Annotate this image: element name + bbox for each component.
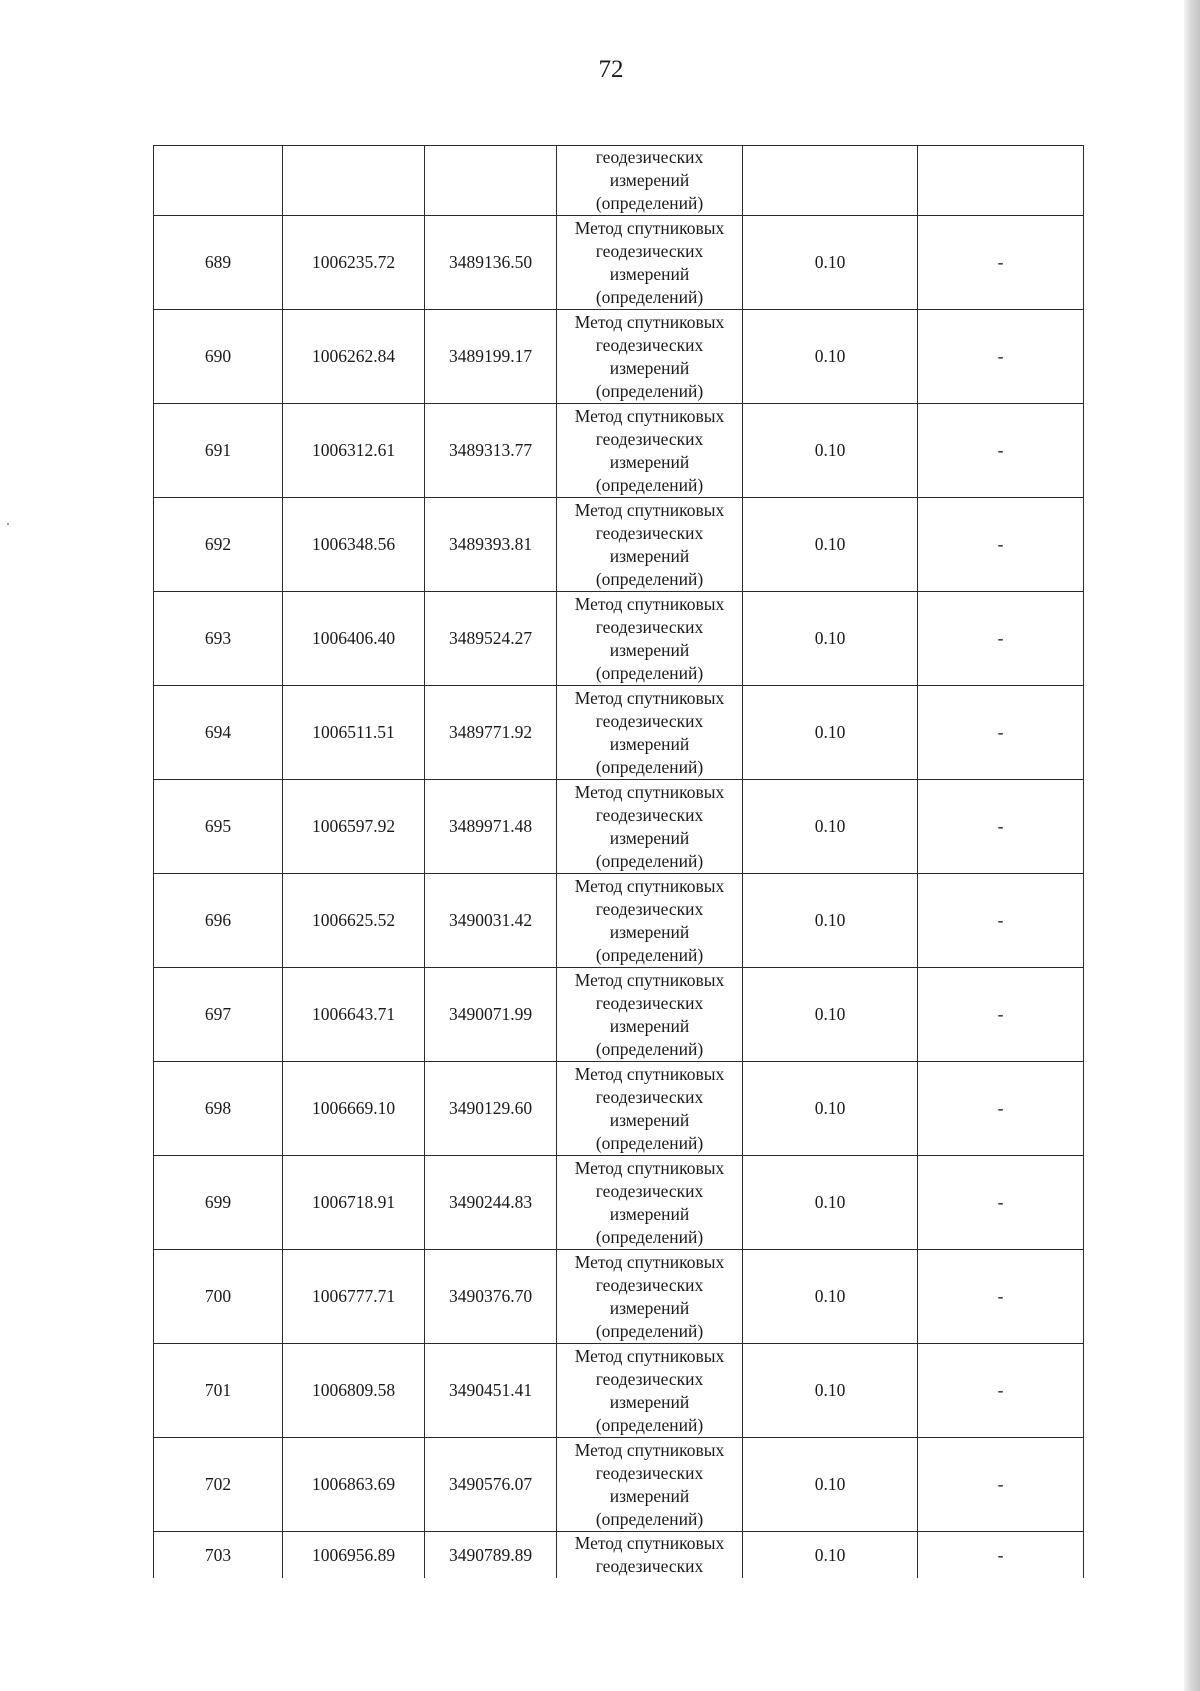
cell-accuracy: 0.10 [743, 968, 918, 1062]
cell-method: Метод спутниковых геодезических измерений (определений) [557, 216, 743, 310]
cell-note: - [918, 1532, 1084, 1579]
cell-accuracy: 0.10 [743, 498, 918, 592]
cell-accuracy: 0.10 [743, 1532, 918, 1579]
cell-x-coordinate: 1006235.72 [283, 216, 425, 310]
cell-point-number: 703 [154, 1532, 283, 1579]
table-row [154, 310, 1084, 404]
cell-note: - [918, 310, 1084, 404]
cell-y-coordinate: 3490244.83 [425, 1156, 557, 1250]
cell-x-coordinate: 1006262.84 [283, 310, 425, 404]
cell-method: Метод спутниковых геодезических измерений (определений) [557, 592, 743, 686]
table-row-cut-off [154, 1532, 1084, 1579]
cell-y-coordinate: 3489971.48 [425, 780, 557, 874]
page-number: 72 [598, 56, 624, 83]
cell-y-coordinate: 3489524.27 [425, 592, 557, 686]
cell-point-number: 702 [154, 1438, 283, 1532]
cell-method: Метод спутниковых геодезических измерений (определений) [557, 968, 743, 1062]
cell-point-number: 698 [154, 1062, 283, 1156]
cell-accuracy: 0.10 [743, 1438, 918, 1532]
cell-method: Метод спутниковых геодезических измерений (определений) [557, 404, 743, 498]
cell-method: Метод спутниковых геодезических [557, 1532, 743, 1579]
table-row [154, 1250, 1084, 1344]
table-row [154, 498, 1084, 592]
cell-x-coordinate [283, 146, 425, 216]
table-row [154, 404, 1084, 498]
table-row-continuation [154, 146, 1084, 216]
cell-y-coordinate: 3489771.92 [425, 686, 557, 780]
cell-point-number: 689 [154, 216, 283, 310]
cell-accuracy: 0.10 [743, 1156, 918, 1250]
cell-method: геодезических измерений (определений) [557, 146, 743, 216]
cell-note [918, 146, 1084, 216]
cell-accuracy: 0.10 [743, 1344, 918, 1438]
cell-x-coordinate: 1006625.52 [283, 874, 425, 968]
cell-point-number [154, 146, 283, 216]
coordinates-table-body [154, 146, 1084, 1579]
cell-note: - [918, 686, 1084, 780]
cell-method: Метод спутниковых геодезических измерений (определений) [557, 780, 743, 874]
cell-point-number: 699 [154, 1156, 283, 1250]
cell-note: - [918, 404, 1084, 498]
scan-speck [7, 523, 9, 525]
cell-y-coordinate: 3489199.17 [425, 310, 557, 404]
cell-y-coordinate: 3490376.70 [425, 1250, 557, 1344]
cell-y-coordinate [425, 146, 557, 216]
table-row [154, 1438, 1084, 1532]
cell-accuracy: 0.10 [743, 780, 918, 874]
cell-x-coordinate: 1006406.40 [283, 592, 425, 686]
cell-x-coordinate: 1006597.92 [283, 780, 425, 874]
cell-note: - [918, 592, 1084, 686]
cell-method: Метод спутниковых геодезических измерений (определений) [557, 1344, 743, 1438]
table-row [154, 780, 1084, 874]
cell-y-coordinate: 3490071.99 [425, 968, 557, 1062]
cell-note: - [918, 1344, 1084, 1438]
cell-x-coordinate: 1006511.51 [283, 686, 425, 780]
cell-x-coordinate: 1006809.58 [283, 1344, 425, 1438]
cell-accuracy: 0.10 [743, 404, 918, 498]
cell-point-number: 694 [154, 686, 283, 780]
cell-x-coordinate: 1006312.61 [283, 404, 425, 498]
cell-y-coordinate: 3490031.42 [425, 874, 557, 968]
cell-y-coordinate: 3490789.89 [425, 1532, 557, 1579]
cell-x-coordinate: 1006718.91 [283, 1156, 425, 1250]
cell-note: - [918, 498, 1084, 592]
cell-y-coordinate: 3490576.07 [425, 1438, 557, 1532]
cell-point-number: 693 [154, 592, 283, 686]
table-row [154, 874, 1084, 968]
coordinates-table [153, 145, 1084, 1578]
cell-method: Метод спутниковых геодезических измерений (определений) [557, 1156, 743, 1250]
cell-note: - [918, 1062, 1084, 1156]
cell-accuracy: 0.10 [743, 874, 918, 968]
cell-point-number: 701 [154, 1344, 283, 1438]
cell-note: - [918, 216, 1084, 310]
cell-method: Метод спутниковых геодезических измерений (определений) [557, 686, 743, 780]
cell-x-coordinate: 1006669.10 [283, 1062, 425, 1156]
cell-note: - [918, 874, 1084, 968]
cell-x-coordinate: 1006643.71 [283, 968, 425, 1062]
cell-point-number: 700 [154, 1250, 283, 1344]
table-row [154, 1156, 1084, 1250]
cell-accuracy: 0.10 [743, 216, 918, 310]
table-row [154, 1062, 1084, 1156]
cell-method: Метод спутниковых геодезических измерений (определений) [557, 1438, 743, 1532]
cell-method: Метод спутниковых геодезических измерений (определений) [557, 1062, 743, 1156]
cell-x-coordinate: 1006348.56 [283, 498, 425, 592]
table-row [154, 216, 1084, 310]
scan-page-edge-shadow [1184, 0, 1200, 1691]
table-row [154, 1344, 1084, 1438]
cell-y-coordinate: 3490129.60 [425, 1062, 557, 1156]
cell-method: Метод спутниковых геодезических измерений (определений) [557, 1250, 743, 1344]
cell-accuracy: 0.10 [743, 686, 918, 780]
cell-y-coordinate: 3490451.41 [425, 1344, 557, 1438]
cell-y-coordinate: 3489393.81 [425, 498, 557, 592]
cell-note: - [918, 1438, 1084, 1532]
cell-x-coordinate: 1006777.71 [283, 1250, 425, 1344]
cell-accuracy: 0.10 [743, 310, 918, 404]
cell-method: Метод спутниковых геодезических измерений (определений) [557, 310, 743, 404]
cell-accuracy: 0.10 [743, 592, 918, 686]
cell-note: - [918, 1156, 1084, 1250]
cell-x-coordinate: 1006863.69 [283, 1438, 425, 1532]
table-row [154, 592, 1084, 686]
cell-y-coordinate: 3489313.77 [425, 404, 557, 498]
cell-point-number: 690 [154, 310, 283, 404]
cell-point-number: 692 [154, 498, 283, 592]
cell-point-number: 695 [154, 780, 283, 874]
cell-note: - [918, 780, 1084, 874]
cell-accuracy: 0.10 [743, 1250, 918, 1344]
cell-point-number: 691 [154, 404, 283, 498]
cell-accuracy: 0.10 [743, 1062, 918, 1156]
cell-method: Метод спутниковых геодезических измерений (определений) [557, 874, 743, 968]
cell-note: - [918, 968, 1084, 1062]
cell-method: Метод спутниковых геодезических измерений (определений) [557, 498, 743, 592]
table-row [154, 968, 1084, 1062]
table-row [154, 686, 1084, 780]
cell-point-number: 696 [154, 874, 283, 968]
cell-accuracy [743, 146, 918, 216]
cell-y-coordinate: 3489136.50 [425, 216, 557, 310]
cell-x-coordinate: 1006956.89 [283, 1532, 425, 1579]
cell-note: - [918, 1250, 1084, 1344]
cell-point-number: 697 [154, 968, 283, 1062]
